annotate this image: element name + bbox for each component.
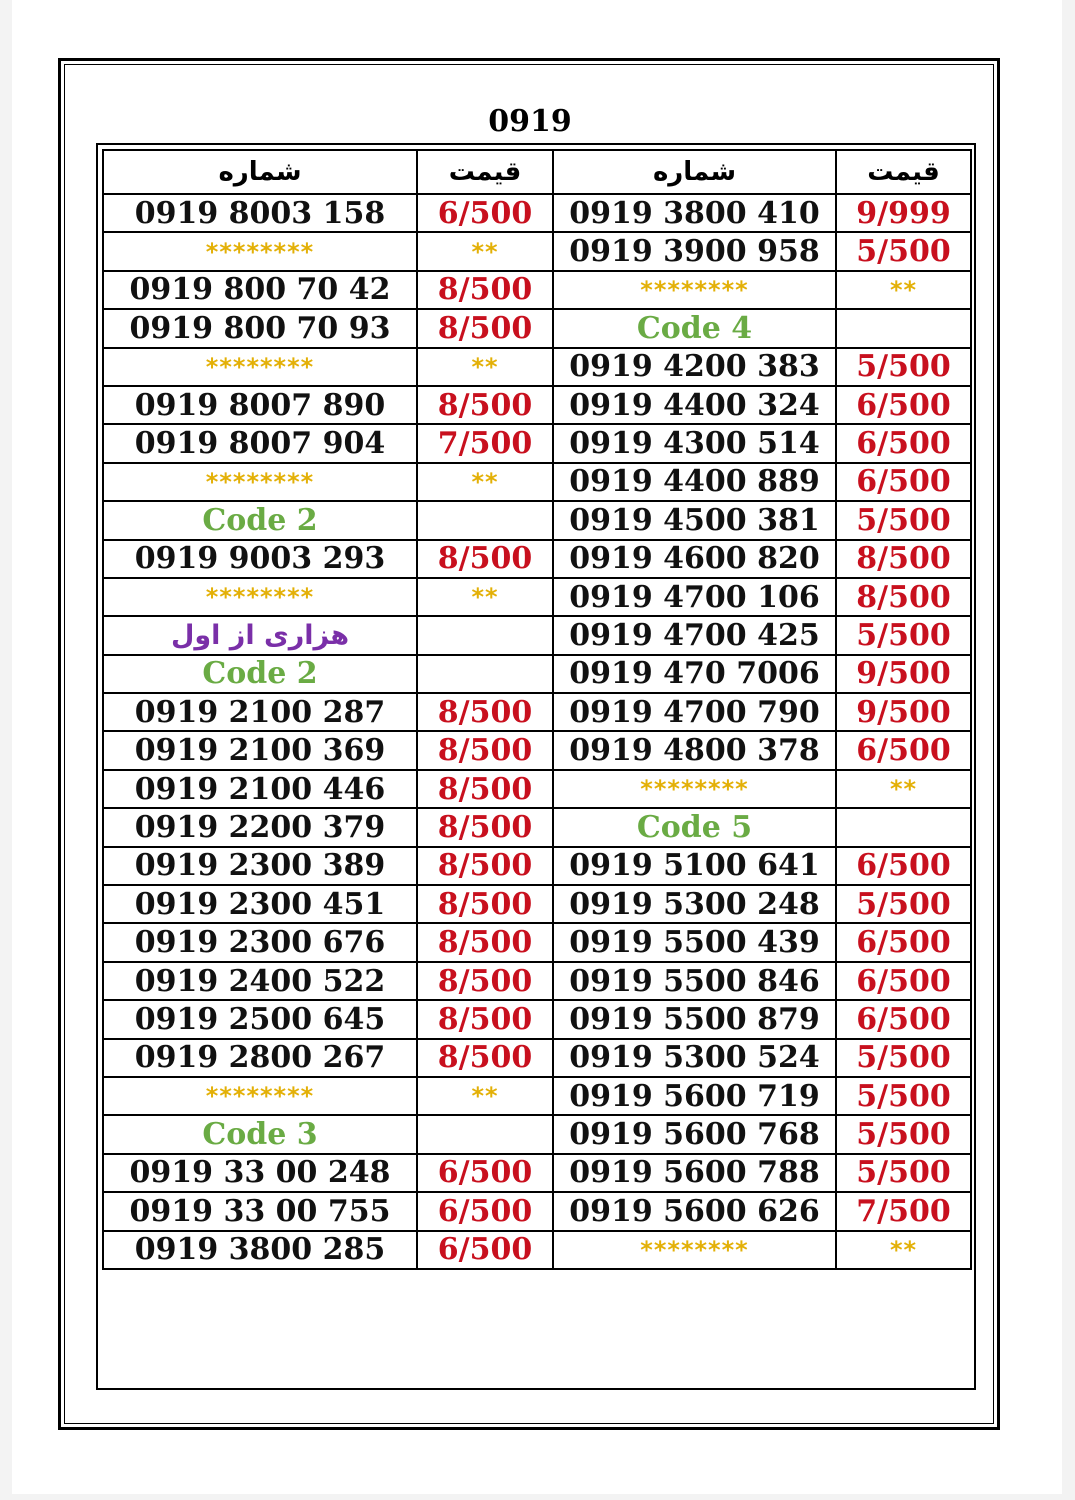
price: 9/500 — [856, 694, 951, 730]
price-cell — [836, 386, 971, 424]
phone-number-cell — [103, 770, 417, 808]
price: 6/500 — [856, 464, 951, 500]
table-row — [103, 501, 971, 539]
separator-stars: ** — [471, 583, 499, 612]
phone-number-cell — [553, 194, 836, 232]
separator-stars: ******** — [640, 275, 749, 304]
price-cell — [417, 962, 553, 1000]
price-cell — [836, 194, 971, 232]
table-header-row — [103, 150, 971, 194]
separator-stars: ** — [471, 237, 499, 266]
separator-stars: ******** — [640, 775, 749, 804]
phone-number: 0919 5600 768 — [569, 1117, 820, 1153]
phone-number: 0919 4400 889 — [569, 464, 820, 500]
price-cell — [836, 1192, 971, 1230]
table-row — [103, 463, 971, 501]
price: 6/500 — [856, 387, 951, 423]
price: 5/500 — [856, 1155, 951, 1191]
price-cell — [836, 1077, 971, 1115]
separator-stars: ** — [471, 1082, 499, 1111]
section-code: Code 3 — [202, 1117, 318, 1153]
price: 5/500 — [856, 1040, 951, 1076]
table-row — [103, 194, 971, 232]
phone-number-cell — [553, 424, 836, 462]
phone-number-cell — [553, 693, 836, 731]
separator-stars-cell — [417, 463, 553, 501]
phone-number-cell — [103, 885, 417, 923]
price-cell — [417, 693, 553, 731]
price: 6/500 — [856, 733, 951, 769]
phone-number: 0919 2100 369 — [134, 733, 386, 769]
price: 6/500 — [437, 195, 533, 231]
price-cell — [417, 847, 553, 885]
phone-number: 0919 2400 522 — [134, 963, 386, 999]
empty-cell-cell — [417, 1115, 553, 1153]
separator-stars: ******** — [205, 237, 315, 266]
price-cell — [417, 386, 553, 424]
price: 6/500 — [437, 1193, 533, 1229]
price: 8/500 — [856, 579, 951, 615]
phone-number-cell — [103, 1000, 417, 1038]
table-row — [103, 885, 971, 923]
phone-number: 0919 5600 626 — [569, 1193, 820, 1229]
phone-number-cell — [103, 1039, 417, 1077]
phone-number-cell — [553, 1000, 836, 1038]
phone-number-cell — [553, 540, 836, 578]
table-row — [103, 1077, 971, 1115]
phone-number-cell — [103, 693, 417, 731]
phone-number-cell — [553, 1154, 836, 1192]
empty-cell-cell — [417, 616, 553, 654]
price: 8/500 — [437, 963, 533, 999]
price-cell — [417, 1154, 553, 1192]
price-cell — [417, 424, 553, 462]
price: 5/500 — [856, 617, 951, 653]
separator-stars: ******** — [640, 1235, 749, 1264]
table-row — [103, 1154, 971, 1192]
price-cell — [836, 923, 971, 961]
page-title: 0919 — [488, 104, 572, 139]
phone-number: 0919 2300 676 — [134, 925, 386, 961]
price: 8/500 — [437, 310, 533, 346]
phone-number-cell — [553, 1039, 836, 1077]
separator-stars-cell — [103, 463, 417, 501]
header-number-left: شماره — [103, 150, 417, 194]
price: 5/500 — [856, 349, 951, 385]
price-cell — [417, 1231, 553, 1269]
phone-number-cell — [553, 578, 836, 616]
price-cell — [417, 309, 553, 347]
table-row — [103, 348, 971, 386]
phone-number-cell — [103, 847, 417, 885]
price: 6/500 — [856, 426, 951, 462]
phone-number-cell — [553, 885, 836, 923]
separator-stars-cell — [836, 271, 971, 309]
price-table — [102, 149, 972, 1270]
phone-number: 0919 5300 248 — [569, 886, 820, 922]
price: 9/999 — [856, 195, 951, 231]
table-row — [103, 693, 971, 731]
price: 8/500 — [437, 694, 533, 730]
table-row — [103, 731, 971, 769]
phone-number-cell — [553, 348, 836, 386]
table-row — [103, 770, 971, 808]
separator-stars-cell — [836, 1231, 971, 1269]
phone-number-cell — [103, 962, 417, 1000]
price: 6/500 — [856, 848, 951, 884]
table-row — [103, 309, 971, 347]
phone-number-cell — [553, 1077, 836, 1115]
phone-number: 0919 4700 790 — [569, 694, 820, 730]
separator-stars: ******** — [205, 352, 315, 381]
table-row — [103, 923, 971, 961]
table-row — [103, 540, 971, 578]
phone-number: 0919 3800 410 — [569, 195, 820, 231]
phone-number: 0919 2300 451 — [134, 886, 386, 922]
phone-number: 0919 4300 514 — [569, 426, 820, 462]
phone-number-cell — [103, 386, 417, 424]
table-row — [103, 386, 971, 424]
phone-number: 0919 2800 267 — [134, 1040, 386, 1076]
price-cell — [417, 731, 553, 769]
phone-number: 0919 4700 425 — [569, 617, 820, 653]
price-cell — [836, 885, 971, 923]
separator-stars-cell — [103, 1077, 417, 1115]
phone-number: 0919 5100 641 — [569, 848, 820, 884]
price-cell — [836, 578, 971, 616]
table-row — [103, 1000, 971, 1038]
empty-cell-cell — [417, 501, 553, 539]
phone-number-cell — [553, 962, 836, 1000]
price-cell — [836, 232, 971, 270]
phone-number: 0919 5300 524 — [569, 1040, 820, 1076]
phone-number-cell — [103, 424, 417, 462]
price-cell — [417, 194, 553, 232]
price: 6/500 — [856, 925, 951, 961]
separator-stars: ** — [889, 775, 918, 804]
phone-number-cell — [553, 731, 836, 769]
phone-number: 0919 4200 383 — [569, 349, 820, 385]
phone-number: 0919 800 70 42 — [129, 272, 391, 308]
section-code: Code 2 — [202, 502, 318, 538]
phone-number: 0919 4600 820 — [569, 541, 820, 577]
price: 9/500 — [856, 656, 951, 692]
price: 7/500 — [856, 1193, 951, 1229]
phone-number: 0919 2300 389 — [134, 848, 386, 884]
phone-number-cell — [553, 655, 836, 693]
phone-number-cell — [553, 847, 836, 885]
separator-stars-cell — [553, 770, 836, 808]
price-cell — [836, 693, 971, 731]
price: 8/500 — [437, 925, 533, 961]
header-price-right: قیمت — [836, 150, 971, 194]
price: 6/500 — [856, 1001, 951, 1037]
section-code: Code 5 — [636, 809, 753, 845]
price-cell — [417, 885, 553, 923]
price: 5/500 — [856, 1117, 951, 1153]
empty-cell-cell — [417, 655, 553, 693]
table-row — [103, 962, 971, 1000]
price-cell — [417, 1192, 553, 1230]
phone-number: 0919 5500 439 — [569, 925, 820, 961]
price: 5/500 — [856, 1078, 951, 1114]
phone-number-cell — [553, 1192, 836, 1230]
phone-number: 0919 4700 106 — [569, 579, 820, 615]
phone-number: 0919 8007 890 — [134, 387, 386, 423]
price: 8/500 — [856, 541, 951, 577]
price-cell — [836, 540, 971, 578]
section-code-cell — [103, 501, 417, 539]
price: 8/500 — [437, 387, 533, 423]
phone-number: 0919 2100 287 — [134, 694, 386, 730]
separator-stars-cell — [417, 1077, 553, 1115]
separator-stars-cell — [417, 232, 553, 270]
phone-number: 0919 4500 381 — [569, 502, 820, 538]
price: 8/500 — [437, 272, 533, 308]
separator-stars: ** — [889, 1235, 918, 1264]
price-cell — [836, 731, 971, 769]
separator-stars-cell — [553, 1231, 836, 1269]
phone-number-cell — [103, 808, 417, 846]
separator-stars: ** — [889, 275, 918, 304]
phone-number: 0919 9003 293 — [134, 541, 386, 577]
phone-number: 0919 5500 846 — [569, 963, 820, 999]
table-row — [103, 271, 971, 309]
price-cell — [836, 501, 971, 539]
separator-stars: ******** — [205, 583, 315, 612]
price-cell — [836, 1039, 971, 1077]
price: 5/500 — [856, 502, 951, 538]
phone-number: 0919 2100 446 — [134, 771, 386, 807]
price: 8/500 — [437, 886, 533, 922]
phone-number: 0919 33 00 248 — [129, 1155, 391, 1191]
table-row — [103, 1039, 971, 1077]
separator-stars-cell — [103, 578, 417, 616]
section-note-cell — [103, 616, 417, 654]
header-number-right: شماره — [553, 150, 836, 194]
table-row — [103, 424, 971, 462]
price: 8/500 — [437, 1001, 533, 1037]
phone-number-cell — [553, 501, 836, 539]
table-row — [103, 232, 971, 270]
empty-cell-cell — [836, 808, 971, 846]
phone-number-cell — [553, 232, 836, 270]
table-row — [103, 808, 971, 846]
table-row — [103, 616, 971, 654]
separator-stars-cell — [103, 348, 417, 386]
phone-number-cell — [103, 1192, 417, 1230]
phone-number-cell — [103, 1231, 417, 1269]
phone-number-cell — [553, 386, 836, 424]
section-code: Code 4 — [636, 310, 753, 346]
phone-number: 0919 5600 788 — [569, 1155, 820, 1191]
separator-stars: ** — [471, 352, 499, 381]
separator-stars-cell — [553, 271, 836, 309]
phone-number-cell — [103, 194, 417, 232]
phone-number: 0919 2200 379 — [134, 809, 386, 845]
phone-number: 0919 8007 904 — [134, 426, 386, 462]
phone-number: 0919 3800 285 — [134, 1232, 386, 1268]
phone-number: 0919 4400 324 — [569, 387, 820, 423]
section-code-cell — [103, 655, 417, 693]
phone-number-cell — [103, 1154, 417, 1192]
section-code-cell — [553, 808, 836, 846]
table-row — [103, 578, 971, 616]
price: 8/500 — [437, 733, 533, 769]
price: 7/500 — [437, 426, 533, 462]
price: 8/500 — [437, 1040, 533, 1076]
phone-number-cell — [103, 271, 417, 309]
separator-stars: ******** — [205, 1082, 315, 1111]
phone-number: 0919 4800 378 — [569, 733, 820, 769]
price-cell — [417, 770, 553, 808]
phone-number: 0919 800 70 93 — [129, 310, 391, 346]
price-cell — [417, 808, 553, 846]
phone-number: 0919 3900 958 — [569, 234, 820, 270]
phone-number: 0919 5600 719 — [569, 1078, 820, 1114]
section-note: هزاری از اول — [170, 619, 350, 651]
price-cell — [417, 1039, 553, 1077]
empty-cell-cell — [836, 309, 971, 347]
price-cell — [836, 1115, 971, 1153]
price: 6/500 — [437, 1232, 533, 1268]
separator-stars-cell — [836, 770, 971, 808]
header-price-left: قیمت — [417, 150, 553, 194]
table-row — [103, 1231, 971, 1269]
phone-number: 0919 8003 158 — [134, 195, 386, 231]
price-cell — [417, 1000, 553, 1038]
price: 6/500 — [437, 1155, 533, 1191]
price-cell — [836, 1154, 971, 1192]
price: 8/500 — [437, 771, 533, 807]
separator-stars-cell — [103, 232, 417, 270]
price: 8/500 — [437, 848, 533, 884]
phone-number-cell — [103, 923, 417, 961]
phone-number-cell — [553, 1115, 836, 1153]
price: 8/500 — [437, 809, 533, 845]
table-body — [103, 194, 971, 1269]
price-cell — [417, 540, 553, 578]
phone-number-cell — [103, 540, 417, 578]
price: 6/500 — [856, 963, 951, 999]
phone-number: 0919 2500 645 — [134, 1001, 386, 1037]
phone-number: 0919 5500 879 — [569, 1001, 820, 1037]
separator-stars-cell — [417, 348, 553, 386]
price-cell — [836, 962, 971, 1000]
price-cell — [836, 847, 971, 885]
phone-number-cell — [553, 463, 836, 501]
table-row — [103, 655, 971, 693]
section-code-cell — [553, 309, 836, 347]
phone-number-cell — [553, 923, 836, 961]
price-cell — [417, 271, 553, 309]
separator-stars-cell — [417, 578, 553, 616]
price: 8/500 — [437, 541, 533, 577]
table-row — [103, 1192, 971, 1230]
separator-stars: ** — [471, 467, 499, 496]
phone-number-cell — [553, 616, 836, 654]
phone-number-cell — [103, 309, 417, 347]
price: 5/500 — [856, 234, 951, 270]
table-row — [103, 847, 971, 885]
price-cell — [836, 616, 971, 654]
section-code-cell — [103, 1115, 417, 1153]
phone-number-cell — [103, 731, 417, 769]
price-cell — [836, 463, 971, 501]
price-cell — [836, 348, 971, 386]
phone-number: 0919 33 00 755 — [129, 1193, 391, 1229]
price-cell — [836, 424, 971, 462]
price-cell — [836, 655, 971, 693]
section-code: Code 2 — [202, 656, 318, 692]
price: 5/500 — [856, 886, 951, 922]
price-cell — [836, 1000, 971, 1038]
table-row — [103, 1115, 971, 1153]
phone-number: 0919 470 7006 — [569, 656, 820, 692]
separator-stars: ******** — [205, 467, 315, 496]
price-cell — [417, 923, 553, 961]
